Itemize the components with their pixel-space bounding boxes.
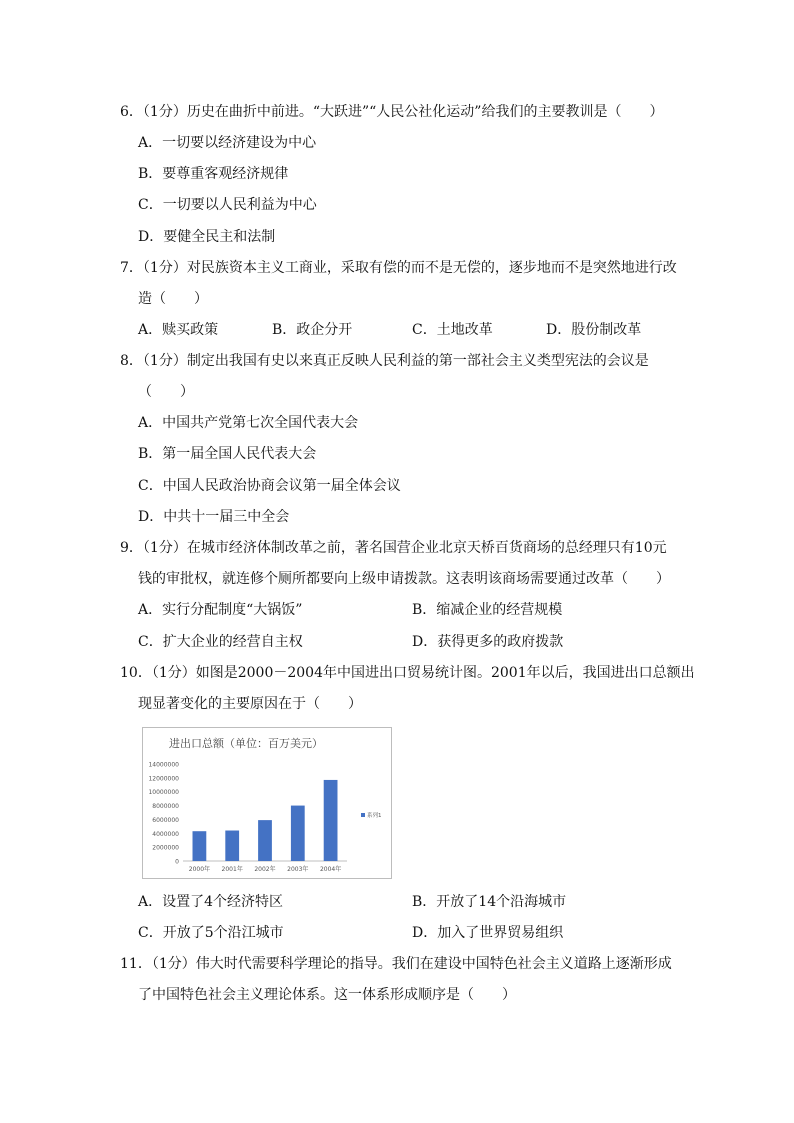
- question-6-option-a[interactable]: A．一切要以经济建设为中心: [138, 135, 317, 151]
- x-tick-label: 2004年: [319, 866, 342, 873]
- question-10-option-a[interactable]: A．设置了4个经济特区: [138, 894, 284, 910]
- question-9-option-d[interactable]: D．获得更多的政府拨款: [412, 634, 564, 650]
- question-6-option-c[interactable]: C．一切要以人民利益为中心: [138, 197, 317, 213]
- y-tick-label: 8000000: [152, 803, 179, 811]
- x-tick-label: 2002年: [254, 866, 276, 873]
- legend-swatch: [361, 813, 365, 817]
- x-tick-label: 2003年: [287, 866, 309, 873]
- chart-title: 进出口总额（单位：百万美元）: [169, 737, 323, 750]
- question-9-option-b[interactable]: B．缩减企业的经营规模: [412, 602, 563, 618]
- question-8-option-b[interactable]: B．第一届全国人民代表大会: [138, 446, 317, 462]
- y-tick-label: 12000000: [148, 775, 179, 783]
- question-10-stem-line-1: 10．（1分）如图是2000－2004年中国进出口贸易统计图。2001年以后，我国进出口总额出: [120, 665, 695, 681]
- legend-label: 系列1: [367, 813, 382, 819]
- question-7-stem-line-2: 造（ ）: [138, 291, 208, 307]
- bar-2002年: [258, 820, 272, 861]
- question-7-option-a[interactable]: A．赎买政策: [138, 322, 219, 338]
- question-9-option-a[interactable]: A．实行分配制度“大锅饭”: [138, 602, 303, 618]
- question-8-stem-line-2: （ ）: [138, 384, 194, 400]
- question-7-option-d[interactable]: D．股份制改革: [546, 322, 642, 338]
- chart-canvas: [143, 728, 393, 880]
- question-8-stem-line-1: 8．（1分）制定出我国有史以来真正反映人民利益的第一部社会主义类型宪法的会议是: [120, 353, 649, 369]
- question-10-option-c[interactable]: C．开放了5个沿江城市: [138, 925, 284, 941]
- question-6-stem: 6．（1分）历史在曲折中前进。“大跃进”“人民公社化运动”给我们的主要教训是（ ）: [120, 104, 664, 120]
- question-7-option-b[interactable]: B．政企分开: [272, 322, 353, 338]
- bar-2000年: [193, 831, 207, 861]
- bar-2001年: [225, 831, 239, 861]
- y-tick-label: 10000000: [148, 789, 179, 797]
- y-tick-label: 4000000: [152, 830, 179, 838]
- question-8-option-d[interactable]: D．中共十一届三中全会: [138, 509, 290, 525]
- question-6-option-d[interactable]: D．要健全民主和法制: [138, 229, 276, 245]
- question-11-stem-line-1: 11．（1分）伟大时代需要科学理论的指导。我们在建设中国特色社会主义道路上逐渐形成: [120, 956, 672, 972]
- question-9-option-c[interactable]: C．扩大企业的经营自主权: [138, 634, 303, 650]
- question-6-option-b[interactable]: B．要尊重客观经济规律: [138, 166, 289, 182]
- bar-2004年: [324, 780, 338, 861]
- question-10-stem-line-2: 现显著变化的主要原因在于（ ）: [138, 696, 362, 712]
- question-10-option-b[interactable]: B．开放了14个沿海城市: [412, 894, 567, 910]
- y-tick-label: 0: [175, 858, 179, 866]
- question-10-option-d[interactable]: D．加入了世界贸易组织: [412, 925, 564, 941]
- y-tick-label: 14000000: [148, 761, 179, 769]
- x-tick-label: 2001年: [221, 866, 243, 873]
- question-11-stem-line-2: 了中国特色社会主义理论体系。这一体系形成顺序是（ ）: [138, 987, 516, 1003]
- y-tick-label: 2000000: [152, 844, 179, 852]
- question-9-stem-line-1: 9．（1分）在城市经济体制改革之前，著名国营企业北京天桥百货商场的总经理只有10元: [120, 540, 667, 556]
- question-7-option-c[interactable]: C．土地改革: [412, 322, 493, 338]
- question-9-stem-line-2: 钱的审批权，就连修个厕所都要向上级申请拨款。这表明该商场需要通过改革（ ）: [138, 571, 670, 587]
- y-tick-label: 6000000: [152, 816, 179, 824]
- bar-2003年: [291, 806, 305, 861]
- x-tick-label: 2000年: [188, 866, 211, 873]
- question-8-option-a[interactable]: A．中国共产党第七次全国代表大会: [138, 415, 359, 431]
- question-8-option-c[interactable]: C．中国人民政治协商会议第一届全体会议: [138, 478, 401, 494]
- trade-bar-chart: [142, 727, 392, 879]
- question-7-stem-line-1: 7．（1分）对民族资本主义工商业，采取有偿的而不是无偿的，逐步地而不是突然地进行改: [120, 260, 677, 276]
